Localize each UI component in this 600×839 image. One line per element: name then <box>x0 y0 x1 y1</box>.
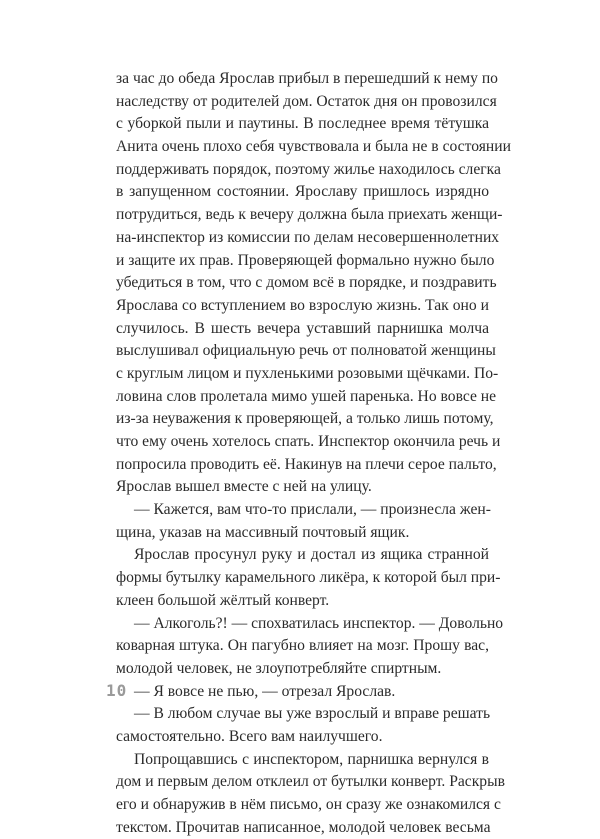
text-line: Ярослава со вступлением во взрослую жизнь. Так оно и <box>116 296 489 314</box>
text-line: формы бутылку карамельного ликёра, к которой был при- <box>116 569 501 587</box>
text-line: и защите их прав. Проверяющей формально нужно было <box>116 251 495 269</box>
text-line: из-за неуважения к проверяющей, а только лишь потому, <box>116 410 494 428</box>
text-line: — Я вовсе не пью, — отрезал Ярослав. <box>134 682 396 700</box>
text-line: с уборкой пыли и паутины. В последнее время тётушка <box>116 115 489 133</box>
text-line: щина, указав на массивный почтовый ящик. <box>116 523 410 541</box>
text-line: на-инспектор из комиссии по делам несовершеннолетних <box>116 228 500 246</box>
text-line: Попрощавшись с инспектором, парнишка вернулся в <box>134 750 489 768</box>
text-line: потрудиться, ведь к вечеру должна была приехать женщи- <box>116 206 503 224</box>
text-line: что ему очень хотелось спать. Инспектор окончила речь и <box>116 433 501 450</box>
text-line: коварная штука. Он пагубно влияет на мозг. Прошу вас, <box>116 637 489 655</box>
text-line: случилось. В шесть вечера уставший парнишка молча <box>116 319 489 337</box>
text-line: дом и первым делом отклеил от бутылки конверт. Раскрыв <box>116 773 505 791</box>
text-line: поддерживать порядок, поэтому жилье находилось слегка <box>116 160 501 178</box>
text-line: за час до обеда Ярослав прибыл в перешедший к нему по <box>116 70 498 87</box>
text-line: попросила проводить её. Накинув на плечи серое пальто, <box>116 455 497 473</box>
text-line: в запущенном состоянии. Ярославу пришлось изрядно <box>116 183 489 201</box>
text-line: — Алкоголь?! — спохватилась инспектор. — Довольно <box>134 614 504 632</box>
text-line: Анита очень плохо себя чувствовала и была не в состоянии <box>116 138 511 156</box>
page-number: 10 <box>106 681 128 700</box>
text-line: его и обнаружив в нём письмо, он сразу же ознакомился с <box>116 796 501 813</box>
text-line: с круглым лицом и пухленькими розовыми щёчками. По- <box>116 364 499 382</box>
text-line: текстом. Прочитав написанное, молодой человек весьма <box>116 818 491 836</box>
text-line: — В любом случае вы уже взрослый и вправе решать <box>134 705 491 723</box>
body-text <box>116 68 511 839</box>
text-line: ловина слов пролетала мимо ушей паренька. Но вовсе не <box>116 387 497 405</box>
text-line: — Кажется, вам что-то прислали, — произнесла жен- <box>134 501 491 519</box>
text-line: Ярослав вышел вместе с ней на улицу. <box>116 478 372 496</box>
text-line: убедиться в том, что с домом всё в порядке, и поздравить <box>116 274 497 292</box>
text-line: Ярослав просунул руку и достал из ящика странной <box>134 546 489 564</box>
text-line: клеен большой жёлтый конверт. <box>116 591 330 609</box>
text-line: молодой человек, не злоупотребляйте спиртным. <box>116 659 442 677</box>
text-line: самостоятельно. Всего вам наилучшего. <box>116 727 383 745</box>
text-line: выслушивал официальную речь от полноватой женщины <box>116 342 496 360</box>
text-line: наследству от родителей дом. Остаток дня он провозился <box>116 92 497 110</box>
